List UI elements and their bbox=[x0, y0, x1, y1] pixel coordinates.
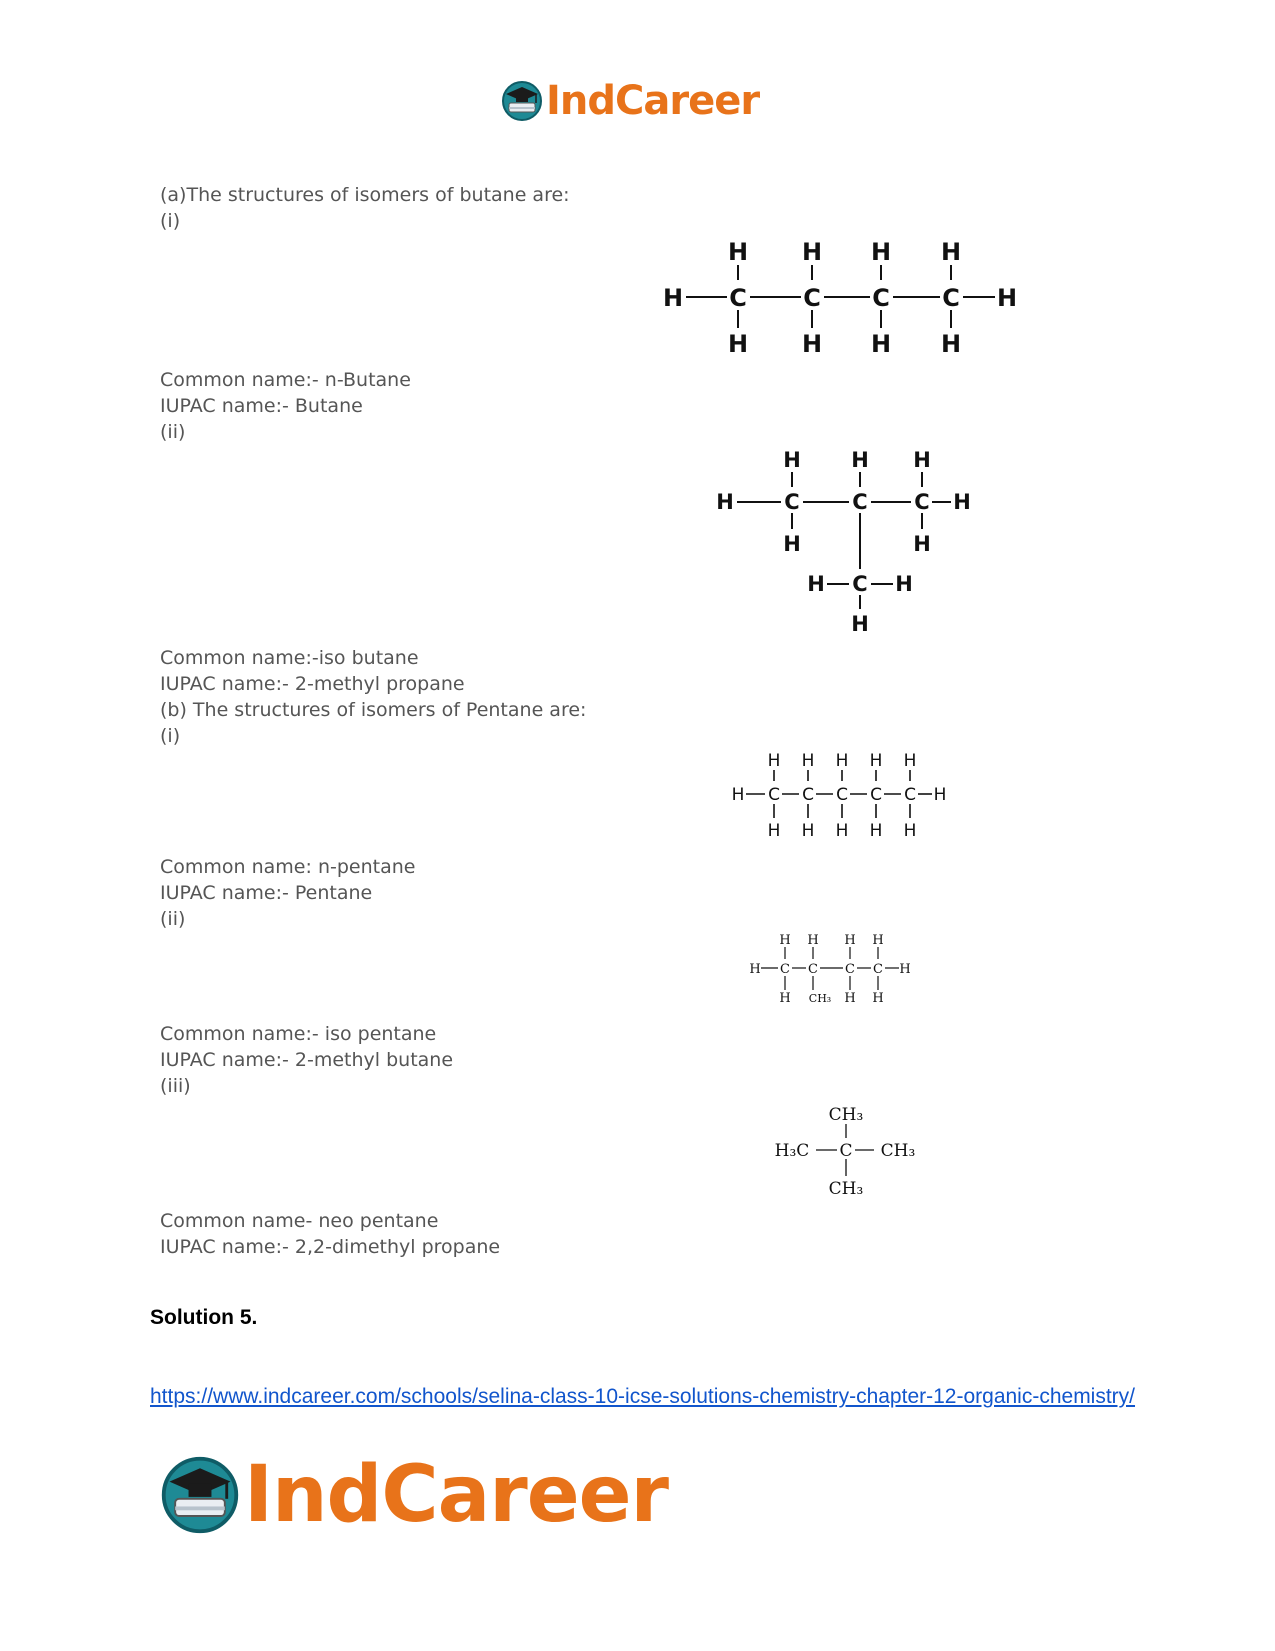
svg-text:H: H bbox=[801, 821, 815, 841]
svg-text:H: H bbox=[731, 785, 745, 805]
svg-text:C: C bbox=[914, 490, 930, 514]
section-b-iii-common-name: Common name- neo pentane bbox=[160, 1210, 439, 1232]
isobutane-structure bbox=[710, 445, 980, 640]
svg-text:H: H bbox=[801, 330, 823, 358]
svg-text:H: H bbox=[869, 751, 883, 771]
svg-text:C: C bbox=[839, 1141, 853, 1161]
svg-text:H: H bbox=[835, 821, 849, 841]
svg-text:H₃C: H₃C bbox=[774, 1141, 810, 1161]
svg-text:H: H bbox=[749, 962, 761, 977]
section-b-iii-label: (iii) bbox=[160, 1075, 191, 1097]
section-b-i-label: (i) bbox=[160, 725, 181, 747]
n-pentane-structure bbox=[728, 748, 958, 848]
svg-text:H: H bbox=[779, 991, 791, 1006]
svg-text:C: C bbox=[808, 962, 818, 977]
svg-text:H: H bbox=[869, 821, 883, 841]
footer-logo bbox=[158, 1450, 668, 1540]
solution-heading: Solution 5. bbox=[150, 1306, 258, 1329]
n-butane-structure bbox=[655, 230, 1035, 360]
svg-text:C: C bbox=[784, 490, 800, 514]
section-b-intro: (b) The structures of isomers of Pentane are: bbox=[160, 699, 587, 721]
svg-text:H: H bbox=[913, 532, 931, 556]
svg-text:H: H bbox=[933, 785, 947, 805]
svg-text:H: H bbox=[767, 821, 781, 841]
svg-text:C: C bbox=[802, 785, 814, 805]
svg-text:H: H bbox=[851, 612, 869, 636]
section-a-i-common-name: Common name:- n-Butane bbox=[160, 369, 411, 391]
section-a-intro: (a)The structures of isomers of butane are: bbox=[160, 184, 570, 206]
svg-text:H: H bbox=[895, 572, 913, 596]
svg-text:H: H bbox=[807, 572, 825, 596]
svg-text:H: H bbox=[835, 751, 849, 771]
svg-text:C: C bbox=[872, 284, 890, 312]
svg-text:H: H bbox=[940, 238, 962, 266]
svg-text:C: C bbox=[852, 490, 868, 514]
svg-text:H: H bbox=[851, 448, 869, 472]
svg-text:C: C bbox=[845, 962, 855, 977]
section-a-ii-iupac-name: IUPAC name:- 2-methyl propane bbox=[160, 673, 465, 695]
svg-text:H: H bbox=[783, 448, 801, 472]
svg-text:H: H bbox=[716, 490, 734, 514]
svg-text:H: H bbox=[801, 238, 823, 266]
graduation-cap-book-icon bbox=[158, 1453, 242, 1537]
header-logo-text: IndCareer bbox=[546, 78, 760, 124]
svg-text:H: H bbox=[899, 962, 911, 977]
svg-text:C: C bbox=[852, 572, 868, 596]
section-b-ii-label: (ii) bbox=[160, 908, 186, 930]
section-a-ii-common-name: Common name:-iso butane bbox=[160, 647, 419, 669]
svg-text:H: H bbox=[807, 933, 819, 948]
svg-text:C: C bbox=[870, 785, 882, 805]
svg-text:H: H bbox=[903, 821, 917, 841]
svg-text:H: H bbox=[870, 238, 892, 266]
svg-text:H: H bbox=[953, 490, 971, 514]
section-b-i-iupac-name: IUPAC name:- Pentane bbox=[160, 882, 373, 904]
source-link[interactable]: https://www.indcareer.com/schools/selina-class-10-icse-solutions-chemistry-chapter-12-organic-chemistry/ bbox=[150, 1385, 1136, 1408]
footer-logo-text: IndCareer bbox=[244, 1450, 668, 1540]
svg-text:H: H bbox=[783, 532, 801, 556]
svg-text:C: C bbox=[729, 284, 747, 312]
svg-text:C: C bbox=[836, 785, 848, 805]
svg-text:H: H bbox=[844, 933, 856, 948]
section-a-ii-label: (ii) bbox=[160, 421, 186, 443]
neopentane-structure bbox=[760, 1100, 920, 1210]
svg-text:H: H bbox=[903, 751, 917, 771]
svg-text:H: H bbox=[727, 330, 749, 358]
section-b-iii-iupac-name: IUPAC name:- 2,2-dimethyl propane bbox=[160, 1236, 501, 1258]
svg-text:C: C bbox=[780, 962, 790, 977]
svg-text:H: H bbox=[662, 284, 684, 312]
header-logo bbox=[500, 78, 759, 124]
svg-text:C: C bbox=[803, 284, 821, 312]
graduation-cap-book-icon bbox=[500, 79, 544, 123]
svg-text:CH₃: CH₃ bbox=[880, 1141, 916, 1161]
section-b-i-common-name: Common name: n-pentane bbox=[160, 856, 416, 878]
svg-text:CH₃: CH₃ bbox=[828, 1179, 864, 1199]
svg-text:C: C bbox=[942, 284, 960, 312]
svg-text:H: H bbox=[872, 991, 884, 1006]
section-a-i-iupac-name: IUPAC name:- Butane bbox=[160, 395, 363, 417]
section-a-i-label: (i) bbox=[160, 210, 181, 232]
svg-text:CH₃: CH₃ bbox=[828, 1105, 864, 1125]
section-b-ii-iupac-name: IUPAC name:- 2-methyl butane bbox=[160, 1049, 454, 1071]
svg-text:H: H bbox=[996, 284, 1018, 312]
svg-text:H: H bbox=[801, 751, 815, 771]
svg-text:H: H bbox=[779, 933, 791, 948]
svg-text:H: H bbox=[913, 448, 931, 472]
svg-text:C: C bbox=[768, 785, 780, 805]
svg-text:H: H bbox=[767, 751, 781, 771]
svg-text:H: H bbox=[844, 991, 856, 1006]
section-b-ii-common-name: Common name:- iso pentane bbox=[160, 1023, 437, 1045]
svg-text:H: H bbox=[872, 933, 884, 948]
isopentane-structure bbox=[745, 930, 925, 1010]
svg-text:C: C bbox=[873, 962, 883, 977]
svg-text:H: H bbox=[870, 330, 892, 358]
svg-text:H: H bbox=[940, 330, 962, 358]
svg-text:C: C bbox=[904, 785, 916, 805]
svg-text:H: H bbox=[727, 238, 749, 266]
svg-text:CH₃: CH₃ bbox=[808, 992, 832, 1005]
